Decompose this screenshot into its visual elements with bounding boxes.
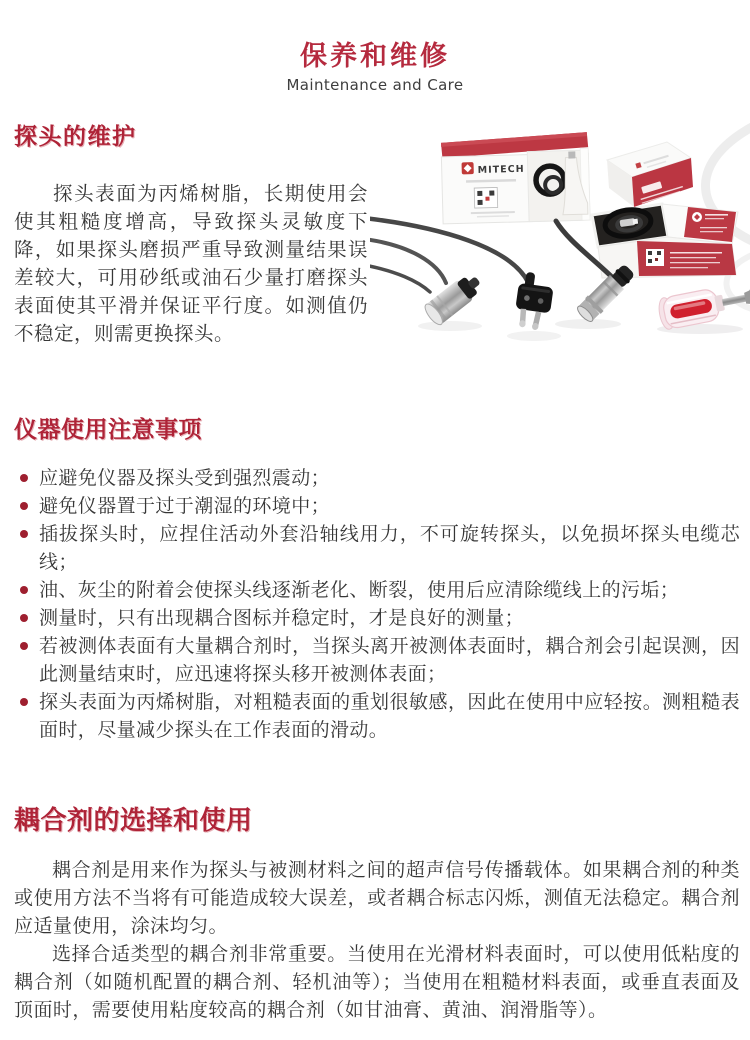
list-item xyxy=(14,632,740,688)
bullet-icon xyxy=(20,698,28,706)
closed-product-box xyxy=(441,132,590,224)
dual-pin-connector xyxy=(513,271,556,332)
couplant-heading: 耦合剂的选择和使用 xyxy=(14,806,253,836)
list-item xyxy=(14,688,740,744)
list-item-text: 避免仪器置于过于潮湿的环境中； xyxy=(39,495,331,517)
upper-right-box xyxy=(607,142,693,208)
bullet-icon xyxy=(20,642,28,650)
page-header xyxy=(0,42,750,94)
list-item-text: 测量时，只有出现耦合图标并稳定时，才是良好的测量； xyxy=(39,607,525,629)
list-item-text: 油、灰尘的附着会使探头线逐渐老化、断裂，使用后应清除缆线上的污垢； xyxy=(39,579,680,601)
list-item xyxy=(14,604,740,632)
bullet-icon xyxy=(20,530,28,538)
box-brand-label: MITECH xyxy=(477,163,525,176)
open-product-box xyxy=(592,204,738,278)
product-photo xyxy=(370,115,750,410)
couplant-paragraph: 耦合剂是用来作为探头与被测材料之间的超声信号传播载体。如果耦合剂的种类或使用方法不当将有可能造成较大误差，或者耦合标志闪烁，测值无法稳定。耦合剂应适量使用，涂沫均匀。 xyxy=(14,859,740,937)
couplant-section-body xyxy=(14,856,740,1024)
list-item xyxy=(14,492,740,520)
bullet-icon xyxy=(20,586,28,594)
probe-care-heading: 探头的维护 xyxy=(14,124,137,150)
precautions-list xyxy=(14,464,740,744)
list-item xyxy=(14,520,740,576)
list-item-text: 应避免仪器及探头受到强烈震动； xyxy=(39,467,331,489)
list-item xyxy=(14,464,740,492)
list-item-text: 若被测体表面有大量耦合剂时，当探头离开被测体表面时，耦合剂会引起误测，因此测量结束时，应迅速将探头移开被测体表面； xyxy=(39,635,740,685)
page-subtitle: Maintenance and Care xyxy=(286,76,464,94)
page-title: 保养和维修 xyxy=(300,41,450,72)
list-item xyxy=(14,576,740,604)
couplant-paragraph: 选择合适类型的耦合剂非常重要。当使用在光滑材料表面时，可以使用低粘度的耦合剂（如随机配置的耦合剂、轻机油等）；当使用在粗糙材料表面，或垂直表面及顶面时，需要使用粘度较高的耦合剂（如甘油膏、黄油、润滑脂等）。 xyxy=(14,943,740,1021)
probe-care-paragraph: 探头表面为丙烯树脂，长期使用会使其粗糙度增高，导致探头灵敏度下降，如果探头磨损严重导致测量结果误差较大，可用砂纸或油石少量打磨探头表面使其平滑并保证平行度。如测值仍不稳定，则需更换探头。 xyxy=(14,182,368,345)
screwdriver xyxy=(657,281,750,331)
bullet-icon xyxy=(20,474,28,482)
list-item-text: 插拔探头时，应捏住活动外套沿轴线用力，不可旋转探头，以免损坏探头电缆芯线； xyxy=(39,523,740,573)
product-photo-illustration xyxy=(370,115,750,410)
bullet-icon xyxy=(20,614,28,622)
precautions-heading: 仪器使用注意事项 xyxy=(14,417,202,443)
list-item-text: 探头表面为丙烯树脂，对粗糙表面的重划很敏感，因此在使用中应轻按。测粗糙表面时，尽量减少探头在工作表面的滑动。 xyxy=(39,691,740,741)
ultrasonic-probe-small xyxy=(422,270,485,327)
bullet-icon xyxy=(20,502,28,510)
probe-cables xyxy=(370,218,615,292)
